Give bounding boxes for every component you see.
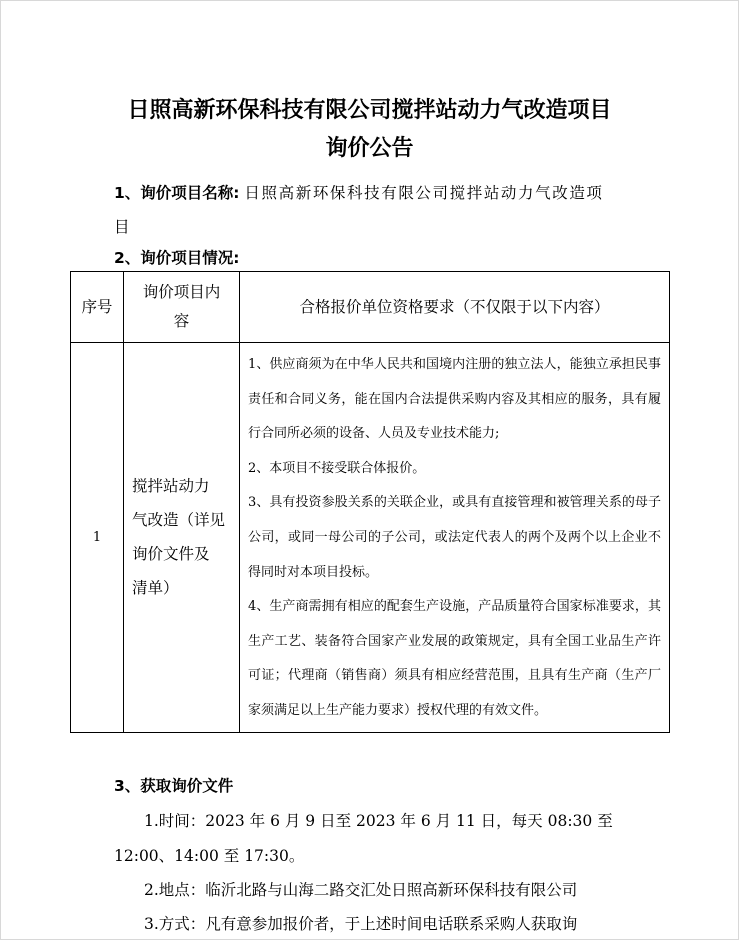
section1-line — [114, 181, 604, 203]
header-item-line1: 询价项目内 — [142, 283, 221, 301]
row-item-line: 清单） — [132, 579, 179, 598]
section3-time-line1: 1.时间：2023 年 6 月 9 日至 2023 年 6 月 11 日，每天 08:30 至 — [144, 812, 613, 830]
header-requirements: 合格报价单位资格要求（不仅限于以下内容） — [240, 272, 670, 343]
header-seq: 序号 — [71, 272, 124, 343]
header-item — [124, 272, 240, 343]
table-header-row — [71, 272, 670, 343]
row-item-line: 气改造（详见 — [132, 511, 226, 530]
requirement-item: 4、生产商需拥有相应的配套生产设施，产品质量符合国家标准要求，其生产工艺、装备符合国家产业发展的政策规定，具有全国工业品生产许可证；代理商（销售商）须具有相应经营范围，且具有生产商（生产厂家须满足以上生产能力要求）授权代理的有效文件。 — [248, 599, 661, 718]
row-requirements — [240, 343, 670, 733]
requirement-item: 1、供应商须为在中华人民共和国境内注册的独立法人，能独立承担民事责任和合同义务，能在国内合法提供采购内容及其相应的服务，具有履行合同所必须的设备、人员及专业技术能力; — [248, 357, 661, 442]
row-item-line: 询价文件及 — [132, 545, 210, 564]
row-item — [124, 343, 240, 733]
section3-method: 3.方式：凡有意参加报价者，于上述时间电话联系采购人获取询 — [144, 915, 578, 933]
document-title: 日照高新环保科技有限公司搅拌站动力气改造项目 — [127, 98, 612, 123]
requirement-item: 2、本项目不接受联合体报价。 — [248, 460, 426, 476]
section3-place: 2.地点：临沂北路与山海二路交汇处日照高新环保科技有限公司 — [144, 881, 578, 899]
inquiry-table — [70, 271, 670, 733]
section3-time-line2: 12:00、14:00 至 17:30。 — [114, 847, 305, 865]
section1-value-continued: 目 — [114, 218, 130, 236]
row-seq: 1 — [71, 343, 124, 733]
row-item-line: 搅拌站动力 — [132, 477, 210, 496]
section3-label: 3、获取询价文件 — [114, 777, 234, 795]
document-subtitle: 询价公告 — [325, 136, 414, 161]
section2-label: 2、询价项目情况: — [114, 249, 240, 267]
section1-label: 1、询价项目名称: — [114, 184, 240, 202]
header-item-line2: 容 — [173, 312, 190, 330]
requirement-item: 3、具有投资参股关系的关联企业，或具有直接管理和被管理关系的母子公司，或同一母公司的子公司，或法定代表人的两个及两个以上企业不得同时对本项目投标。 — [248, 495, 661, 580]
section1-value: 日照高新环保科技有限公司搅拌站动力气改造项 — [244, 184, 604, 202]
table-row — [71, 343, 670, 733]
